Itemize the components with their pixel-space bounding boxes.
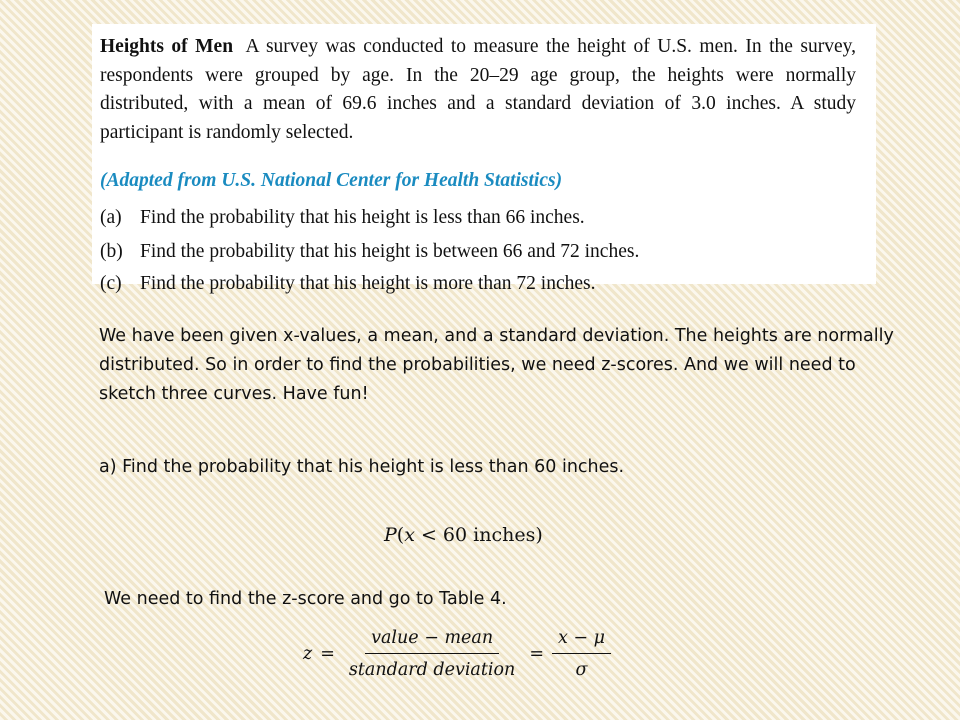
fraction-symbols [552, 628, 611, 680]
fraction-denominator: standard deviation [348, 660, 516, 680]
part-label: (a) [100, 207, 122, 228]
fraction-numerator: x − μ [552, 628, 611, 654]
part-label: (c) [100, 273, 122, 294]
fraction-denominator: σ [575, 660, 588, 680]
prob-symbol: P [384, 524, 397, 546]
close-paren: ) [535, 524, 543, 546]
problem-intro [100, 33, 856, 147]
open-paren: ( [396, 524, 405, 546]
z-score-formula [303, 628, 611, 680]
part-text: Find the probability that his height is less than 66 inches. [140, 207, 585, 228]
problem-part-b [100, 238, 639, 267]
equals-sign: = [529, 644, 544, 664]
z-variable: z [303, 644, 313, 664]
variable-x: x [404, 524, 415, 546]
problem-intro-text: A survey was conducted to measure the height of U.S. men. In the survey, respondents were grouped by age. In the 20–29 age group, the heights were normally distributed, with a mean of 69.6 inches and a standard deviation of 3.0 inches. A study participant is randomly selected. [100, 36, 856, 143]
part-text: Find the probability that his height is more than 72 inches. [140, 273, 596, 294]
fraction-words [343, 628, 521, 680]
instruction-text: We need to find the z-score and go to Table 4. [104, 589, 507, 609]
fraction-numerator: value − mean [365, 628, 499, 654]
part-label: (b) [100, 241, 123, 262]
question-a: a) Find the probability that his height is less than 60 inches. [99, 457, 625, 477]
problem-part-a [100, 204, 585, 233]
explanation-paragraph: We have been given x-values, a mean, and a standard deviation. The heights are normally distributed. So in order to find the probabilities, we need z-scores. And we will need to sketch three curves. Have fun! [99, 326, 894, 404]
equals-sign: = [320, 644, 335, 664]
problem-part-c [100, 270, 595, 299]
part-text: Find the probability that his height is between 66 and 72 inches. [140, 241, 640, 262]
problem-box [92, 24, 876, 294]
probability-expression [384, 524, 543, 546]
problem-source: (Adapted from U.S. National Center for Health Statistics) [100, 170, 563, 191]
inequality: < 60 inches [414, 524, 536, 546]
problem-title: Heights of Men [100, 36, 234, 57]
